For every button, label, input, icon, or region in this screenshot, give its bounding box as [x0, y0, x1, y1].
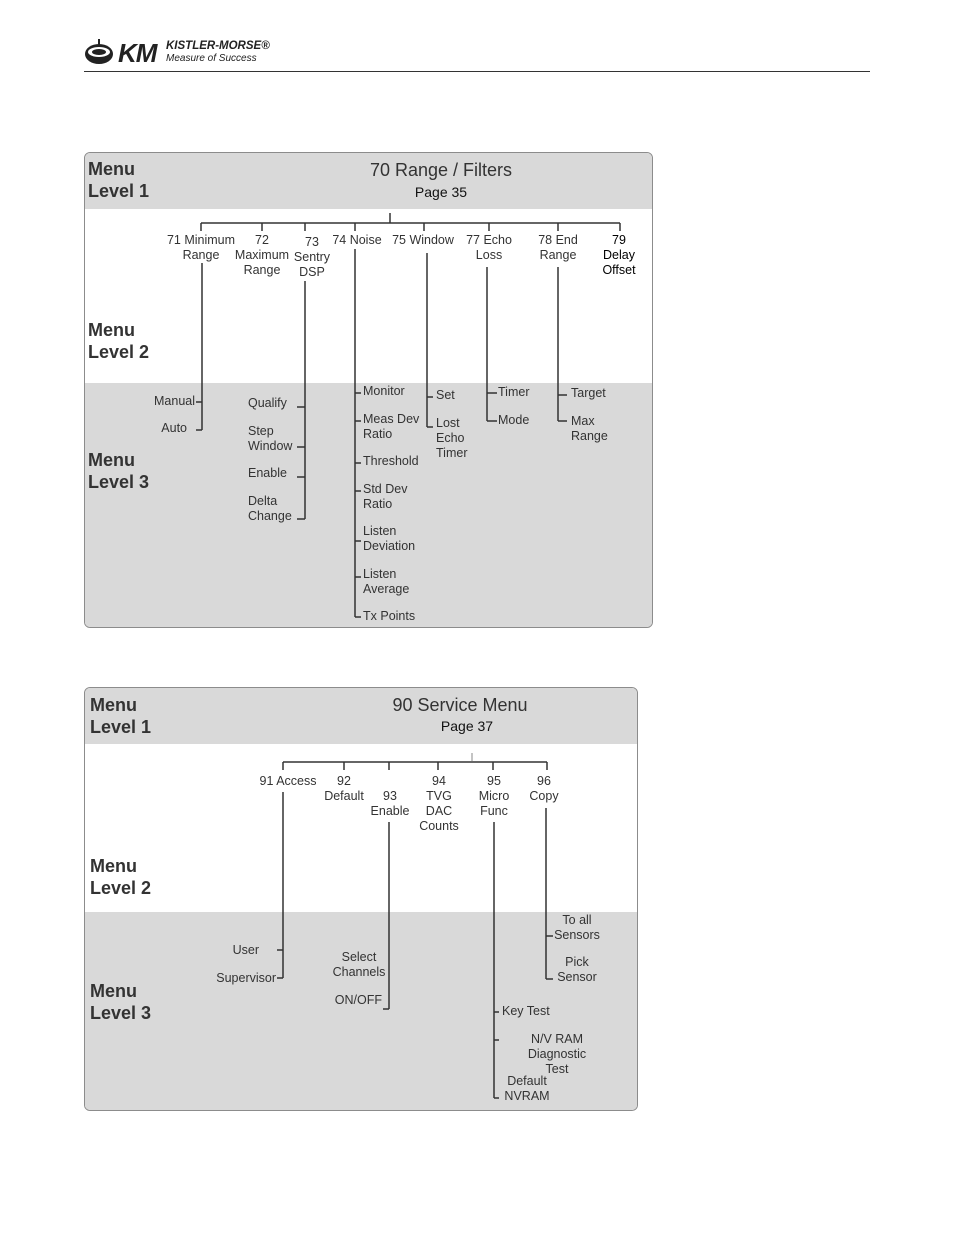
submenu-item-listen-deviation: Listen Deviation [363, 524, 416, 553]
company-name: KISTLER-MORSE® [166, 40, 270, 52]
submenu-item-max-range: Max Range [571, 414, 608, 443]
submenu-item-default-nvram: Default NVRAM [504, 1074, 550, 1103]
submenu-item-meas-dev-ratio: Meas Dev Ratio [363, 412, 420, 441]
header-divider [84, 71, 870, 72]
submenu-item-tx-points: Tx Points [363, 609, 416, 623]
logo-emblem-icon [84, 38, 114, 68]
logo-mark: KM [118, 38, 157, 68]
menu-item-71: 71 Minimum Range [166, 233, 236, 262]
menu-level-2-label: Menu Level 2 [88, 320, 150, 362]
submenu-item-auto: Auto [161, 421, 187, 435]
submenu-item-to-all-sensors: To all Sensors [554, 913, 600, 942]
menu-level-3-label: Menu Level 3 [90, 981, 152, 1023]
submenu-item-pick-sensor: Pick Sensor [557, 955, 597, 984]
submenu-item-listen-average: Listen Average [363, 567, 410, 596]
menu-item-73: 73 Sentry DSP [293, 235, 331, 279]
submenu-item-enable: Enable [248, 466, 287, 480]
range-filters-menu-diagram [84, 152, 653, 628]
menu-item-96: 96 Copy [529, 774, 559, 803]
menu-level-1-label: Menu Level 1 [90, 695, 152, 737]
page-reference: Page 37 [440, 718, 494, 734]
menu-item-79: 79 Delay Offset [602, 233, 636, 277]
menu-item-77: 77 Echo Loss [466, 233, 512, 262]
menu-level-2-label: Menu Level 2 [90, 856, 152, 898]
submenu-item-step-window: Step Window [248, 424, 293, 453]
menu-item-95: 95 Micro Func [478, 774, 510, 818]
submenu-item-set: Set [436, 388, 455, 402]
menu-item-94: 94 TVG DAC Counts [419, 774, 459, 833]
submenu-item-threshold: Threshold [363, 454, 419, 468]
menu-item-74: 74 Noise [332, 233, 382, 247]
menu-item-91: 91 Access [259, 774, 317, 788]
submenu-item-qualify: Qualify [248, 396, 287, 410]
menu-title: 70 Range / Filters [369, 160, 513, 180]
submenu-item-supervisor: Supervisor [216, 971, 276, 985]
submenu-item-key-test: Key Test [502, 1004, 550, 1018]
submenu-item-select-channels: Select Channels [332, 950, 386, 979]
submenu-item-manual: Manual [154, 394, 195, 408]
menu-item-93: 93 Enable [370, 789, 410, 818]
submenu-item-std-dev-ratio: Std Dev Ratio [363, 482, 408, 511]
menu-title: 90 Service Menu [392, 695, 528, 715]
company-tagline: Measure of Success [166, 53, 257, 64]
service-menu-diagram [84, 687, 638, 1111]
menu-item-72: 72 Maximum Range [234, 233, 290, 277]
menu-item-92: 92 Default [324, 774, 364, 803]
menu-level-3-label: Menu Level 3 [88, 450, 150, 492]
submenu-item-monitor: Monitor [363, 384, 405, 398]
submenu-item-timer: Timer [498, 385, 530, 399]
submenu-item-user: User [232, 943, 259, 957]
submenu-item-delta-change: Delta Change [248, 494, 292, 523]
menu-item-75: 75 Window [392, 233, 454, 247]
menu-level-1-label: Menu Level 1 [88, 159, 150, 201]
submenu-item-mode: Mode [498, 413, 530, 427]
page-reference: Page 35 [414, 184, 468, 200]
submenu-item-lost-echo-timer: Lost Echo Timer [436, 416, 468, 460]
submenu-item-target: Target [571, 386, 606, 400]
submenu-item-nvram-diagnostic-test: N/V RAM Diagnostic Test [527, 1032, 587, 1076]
menu-item-78: 78 End Range [538, 233, 578, 262]
submenu-item-on-off: ON/OFF [334, 993, 382, 1007]
